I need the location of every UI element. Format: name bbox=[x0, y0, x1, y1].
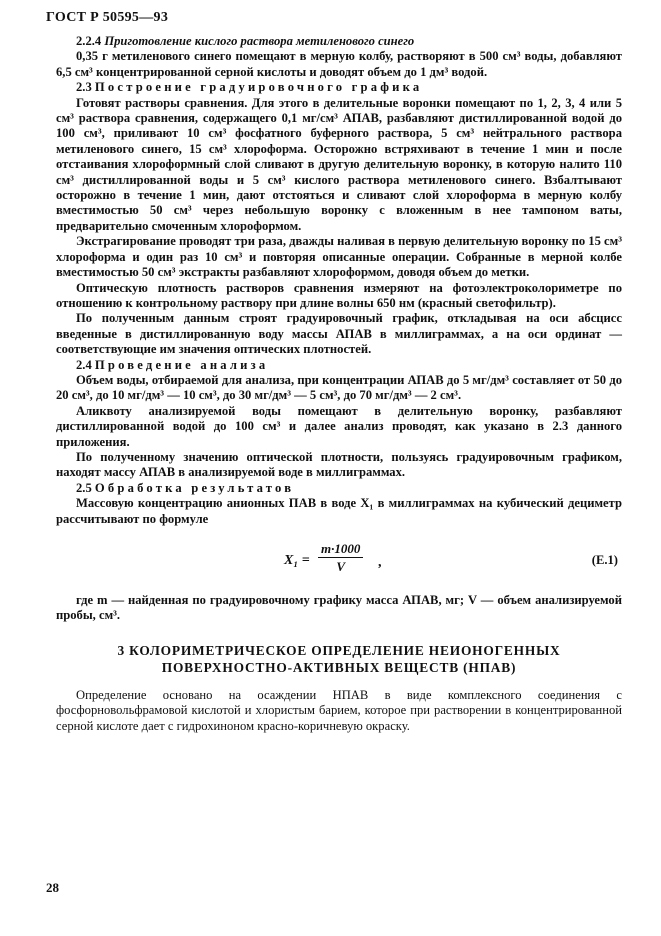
section-title: Обработка результатов bbox=[94, 480, 295, 495]
section-number: 2.2.4 bbox=[76, 34, 102, 48]
formula-lhs: X₁ = bbox=[284, 553, 310, 568]
paragraph: Готовят растворы сравнения. Для этого в делительные воронки помещают по 1, 2, 3, 4 или 5 см³ раствора сравнения, содержащего 0,1 мг/см³ АПАВ, разбавляют дистиллированной водой до 100 см³, приливают 10 см³ фосфатного буферного раствора, 5 см³ нейтрального раствора метиленового синего, 15 см³ хлороформа. Осторожно встряхивают в течение 1 мин и после отстаивания хлороформный слой сливают в другую делительную воронку, в которую налито 110 см³ дистиллированной воды и 5 см³ кислого раствора метиленового синего. Взбалтывают осторожно в течение 1 мин, дают отстояться и сливают слой хлороформа в мерную колбу вместимостью 50 см³ через небольшую воронку с вложенным в нее тампоном ваты, предварительно смоченным хлороформом. bbox=[56, 95, 622, 233]
formula-numerator: m·1000 bbox=[318, 541, 363, 558]
paragraph: Определение основано на осаждении НПАВ в виде комплексного соединения с фосфорновольфрамовой кислотой и хлористым барием, которое при растворении в концентрированной серной кислоте дает с гидрохиноном красно-коричневую окраску. bbox=[56, 687, 622, 733]
section-3-title bbox=[56, 642, 622, 676]
section-title: Построение градуировочного графика bbox=[94, 80, 423, 95]
section-2-3-heading bbox=[56, 80, 622, 95]
formula-number: (E.1) bbox=[591, 553, 618, 567]
section-2-5-heading bbox=[56, 481, 622, 496]
paragraph: Объем воды, отбираемой для анализа, при концентрации АПАВ до 5 мг/дм³ составляет от 50 до 20 см³, до 10 мг/дм³ — 10 см³, до 30 мг/дм³ — 5 см³, до 70 мг/дм³ — 2 см³. bbox=[56, 372, 622, 403]
section-number: 2.5 bbox=[76, 480, 92, 495]
section-3-title-line-1: 3 КОЛОРИМЕТРИЧЕСКОЕ ОПРЕДЕЛЕНИЕ НЕИОНОГЕННЫХ bbox=[117, 642, 561, 658]
standard-header: ГОСТ Р 50595—93 bbox=[46, 10, 169, 25]
section-number: 2.3 bbox=[76, 80, 92, 95]
section-number: 2.4 bbox=[76, 357, 92, 372]
section-2-2-4-heading bbox=[56, 34, 622, 49]
formula-fraction bbox=[318, 541, 363, 575]
body-text bbox=[56, 34, 622, 734]
paragraph: Массовую концентрацию анионных ПАВ в воде X₁ в миллиграммах на кубический дециметр рассчитывают по формуле bbox=[56, 496, 622, 526]
paragraph: где m — найденная по градуировочному графику масса АПАВ, мг; V — объем анализируемой пробы, см³. bbox=[56, 593, 622, 623]
section-2-4-heading bbox=[56, 358, 622, 373]
section-title: Проведение анализа bbox=[94, 357, 269, 372]
paragraph: Оптическую плотность растворов сравнения измеряют на фотоэлектроколориметре по отношению к контрольному раствору при длине волны 650 нм (красный светофильтр). bbox=[56, 280, 622, 310]
formula-denominator: V bbox=[336, 559, 346, 575]
formula-e1 bbox=[56, 539, 622, 583]
paragraph: 0,35 г метиленового синего помещают в мерную колбу, растворяют в 500 см³ воды, добавляют 6,5 см³ концентрированной серной кислоты и доводят объем до 1 дм³ водой. bbox=[56, 49, 622, 79]
paragraph: Экстрагирование проводят три раза, дважды наливая в первую делительную воронку по 15 см³ хлороформа и один раз 10 см³ и повторяя описанные операции. Собранные в мерной колбе вместимостью 50 см³ экстракты разбавляют хлороформом, доводя объем до метки. bbox=[56, 234, 622, 280]
paragraph: По полученному значению оптической плотности, пользуясь градуировочным графиком, находят массу АПАВ в анализируемой воде в миллиграммах. bbox=[56, 449, 622, 480]
section-3-title-line-2: ПОВЕРХНОСТНО-АКТИВНЫХ ВЕЩЕСТВ (НПАВ) bbox=[161, 659, 517, 675]
page-number: 28 bbox=[46, 880, 59, 895]
formula-period: , bbox=[378, 555, 382, 570]
section-title: Приготовление кислого раствора метиленового синего bbox=[104, 34, 415, 48]
paragraph: По полученным данным строят градуировочный график, откладывая на оси абсцисс введенные в дистиллированную воду массы АПАВ в миллиграммах, а на оси ординат — соответствующие им значения оптических плотностей. bbox=[56, 311, 622, 357]
paragraph: Аликвоту анализируемой воды помещают в делительную воронку, разбавляют дистиллированной водой до 100 см³ и далее анализ проводят, как указано в 2.3 данного приложения. bbox=[56, 403, 622, 449]
